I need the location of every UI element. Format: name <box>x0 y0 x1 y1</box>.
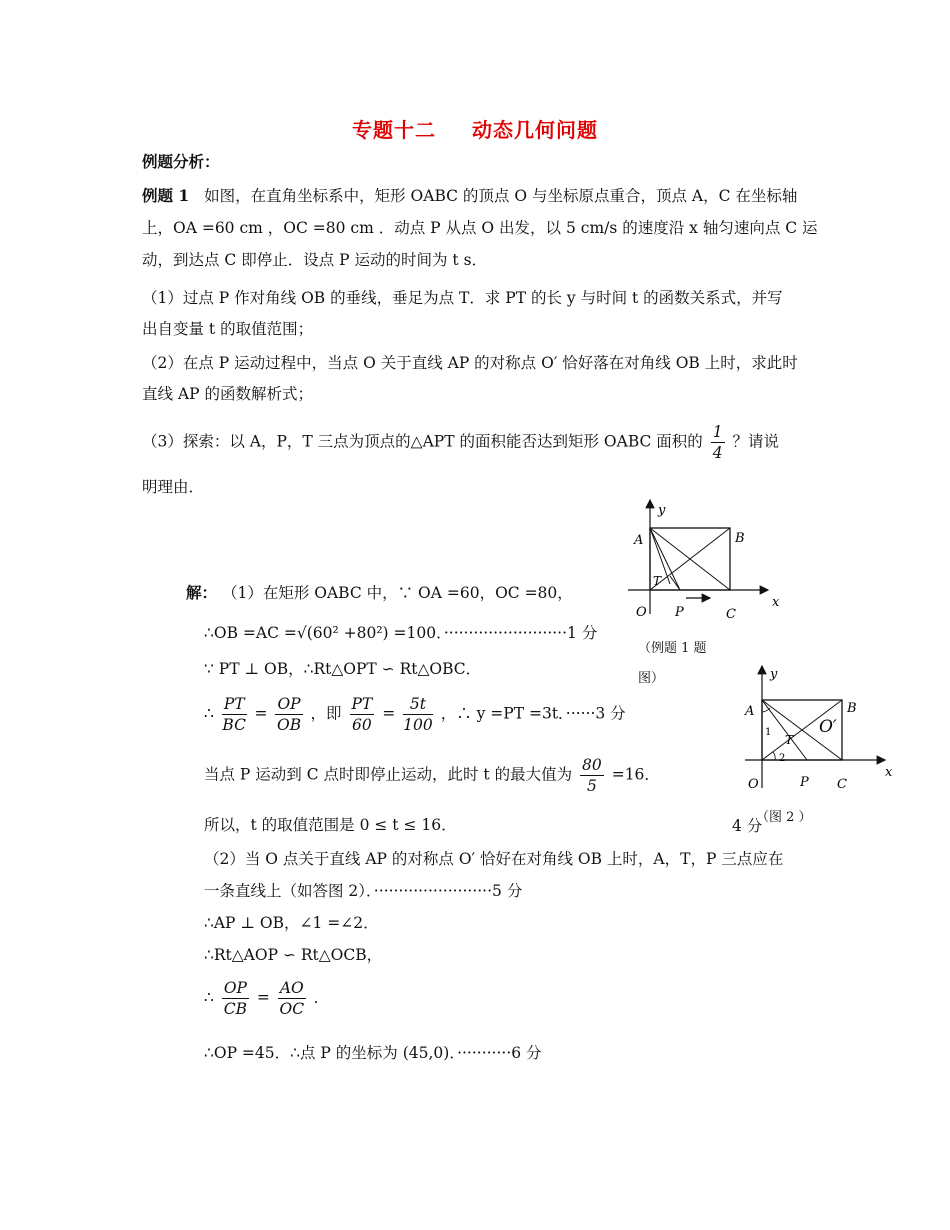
fraction-80-5 <box>580 755 604 796</box>
label-y: y <box>658 503 666 518</box>
fraction-den: 5 <box>586 777 597 795</box>
fraction-5t-100 <box>403 694 433 735</box>
example-line-2: 上，OA =60 cm ，OC =80 cm ．动点 P 从点 O 出发，以 5 cm/s 的速度沿 x 轴匀速向点 C 运 <box>142 219 818 237</box>
fraction-den: 60 <box>352 716 372 734</box>
example-label: 例题 1 <box>142 186 190 205</box>
solution-label: 解： <box>186 583 218 602</box>
equals-1: = <box>254 704 268 723</box>
label-t-2: T <box>785 733 794 747</box>
label-x: x <box>772 595 780 610</box>
label-a: A <box>634 533 644 548</box>
example-line-7: 直线 AP 的函数解析式； <box>142 385 313 403</box>
label-p-2: P <box>800 775 809 790</box>
fraction-num: OP <box>277 695 301 713</box>
solution-text-4b: ，即 <box>310 704 342 723</box>
section-heading: 例题分析： <box>142 152 220 171</box>
figure-2 <box>735 660 905 810</box>
fraction-num: AO <box>279 979 304 997</box>
solution-text-11b: ． <box>313 988 330 1007</box>
angle-2-arc <box>773 752 775 760</box>
example-line-4: （1）过点 P 作对角线 OB 的垂线，垂足为点 T．求 PT 的长 y 与时间 t 的函数关系式，并写 <box>142 289 783 307</box>
fraction-pt-60 <box>350 694 375 735</box>
solution-line-1 <box>186 583 573 603</box>
fraction-num: PT <box>351 695 373 713</box>
therefore-1: ∴ <box>204 704 214 723</box>
label-o: O <box>636 605 647 620</box>
label-t: T <box>653 574 662 588</box>
fraction-op-cb <box>222 978 249 1019</box>
fraction-quarter <box>711 422 725 463</box>
therefore-2: ∴ <box>204 988 214 1007</box>
page-title <box>0 114 950 143</box>
fraction-num: OP <box>223 979 247 997</box>
label-o-2: O <box>748 777 759 792</box>
fraction-num: 5t <box>403 694 433 715</box>
solution-text-5a: 当点 P 运动到 C 点时即停止运动，此时 t 的最大值为 <box>204 765 573 784</box>
solution-line-11 <box>204 978 329 1019</box>
solution-line-4 <box>204 694 626 735</box>
figure-2-caption: （图 2 ） <box>756 810 812 825</box>
fraction-pt-bc <box>222 694 247 735</box>
example-line-1 <box>142 186 797 206</box>
label-p: P <box>675 605 684 620</box>
equals-2: = <box>382 704 396 723</box>
solution-line-9: ∴AP ⊥ OB，∠1 =∠2． <box>204 914 379 932</box>
solution-text-5b: =16． <box>611 765 660 784</box>
title-part1: 专题十二 <box>352 118 437 142</box>
fraction-den: 4 <box>712 444 723 462</box>
fraction-num: 1 <box>712 423 723 441</box>
label-b: B <box>735 531 745 546</box>
solution-line-2: ∴OB =AC =√(60² +80²) =100．·························1 分 <box>204 624 598 642</box>
fraction-den: BC <box>222 716 246 734</box>
fraction-den: CB <box>223 1000 247 1018</box>
label-b-2: B <box>847 701 857 716</box>
fraction-ao-oc <box>278 978 306 1019</box>
figure-2-svg <box>735 660 905 810</box>
fraction-op-ob <box>275 694 302 735</box>
angle-1-arc <box>762 708 770 712</box>
fraction-den: OB <box>276 716 302 734</box>
title-part2: 动态几何问题 <box>471 118 598 142</box>
example-text-1: 如图，在直角坐标系中，矩形 OABC 的顶点 O 与坐标原点重合，顶点 A，C 在坐标轴 <box>204 187 798 205</box>
fraction-den: OC <box>279 1000 305 1018</box>
example-line-8 <box>142 422 779 463</box>
fraction-num: 80 <box>582 756 602 774</box>
label-c: C <box>726 607 736 622</box>
label-angle-1: 1 <box>765 727 772 738</box>
solution-text-1: （1）在矩形 OABC 中，∵ OA =60，OC =80， <box>221 584 573 602</box>
label-x-2: x <box>885 765 893 780</box>
example-text-8b: ？请说 <box>732 432 780 451</box>
figure-1-caption-1: （例题 1 题 <box>638 641 707 656</box>
solution-score-4: 4 分 <box>732 817 763 835</box>
example-line-10: 明理由． <box>142 478 205 496</box>
solution-line-10: ∴Rt△AOP ∽ Rt△OCB， <box>204 946 383 964</box>
solution-text-4c: ，∴ y =PT =3t．······3 分 <box>440 704 626 723</box>
label-y-2: y <box>770 667 778 682</box>
label-c-2: C <box>837 777 847 792</box>
solution-line-6: 所以，t 的取值范围是 0 ≤ t ≤ 16． <box>204 816 457 834</box>
example-line-3: 动，到达点 C 即停止．设点 P 运动的时间为 t s． <box>142 251 488 269</box>
label-angle-2: 2 <box>779 753 786 764</box>
solution-line-7: （2）当 O 点关于直线 AP 的对称点 O′ 恰好在对角线 OB 上时，A，T，P 三点应在 <box>204 850 784 868</box>
solution-line-12: ∴OP =45．∴点 P 的坐标为 (45,0)．···········6 分 <box>204 1044 542 1062</box>
solution-line-5 <box>204 755 660 796</box>
label-a-2: A <box>745 704 755 719</box>
example-line-6: （2）在点 P 运动过程中，当点 O 关于直线 AP 的对称点 O′ 恰好落在对角线 OB 上时，求此时 <box>142 354 798 372</box>
example-text-8: （3）探索：以 A，P，T 三点为顶点的△APT 的面积能否达到矩形 OABC 面积的 <box>142 432 703 451</box>
example-line-5: 出自变量 t 的取值范围； <box>142 320 314 338</box>
solution-line-8: 一条直线上（如答图 2）．························5 分 <box>204 882 523 900</box>
fraction-num: PT <box>223 695 245 713</box>
equals-3: = <box>256 988 270 1007</box>
segment-pt <box>670 576 680 590</box>
solution-line-3: ∵ PT ⊥ OB，∴Rt△OPT ∽ Rt△OBC． <box>204 660 482 678</box>
fraction-den: 100 <box>403 716 433 734</box>
figure-1-caption-2: 图） <box>638 671 665 686</box>
label-o-prime: O′ <box>819 717 837 737</box>
